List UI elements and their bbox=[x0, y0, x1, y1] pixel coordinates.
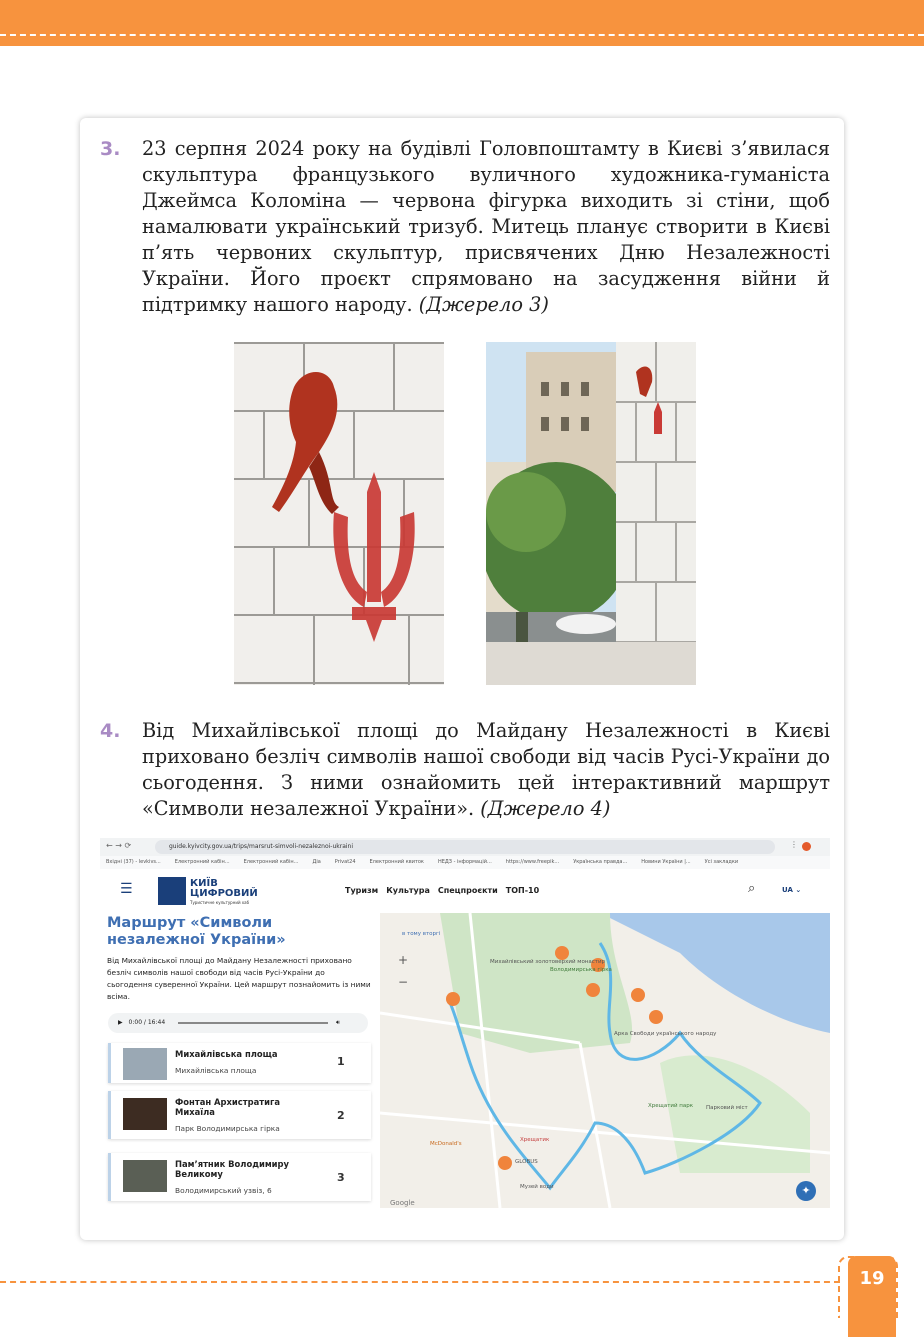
logo-subtitle: Туристичне культурний хаб bbox=[190, 900, 250, 905]
language-selector[interactable]: UA ⌄ bbox=[782, 886, 802, 894]
item-paragraph bbox=[142, 136, 830, 318]
browser-address-bar bbox=[100, 838, 830, 856]
logo-line: КИЇВ bbox=[190, 878, 218, 889]
stop-name: Фонтан Архистратига Михаїла bbox=[175, 1097, 281, 1117]
stop-thumbnail bbox=[123, 1098, 167, 1130]
google-logo: Google bbox=[390, 1199, 415, 1207]
site-menu bbox=[345, 886, 547, 895]
audio-time: 0:00 / 16:44 bbox=[128, 1019, 166, 1026]
stop-name: Пам’ятник Володимиру Великому bbox=[175, 1159, 289, 1179]
stop-name: Михайлівська площа bbox=[175, 1049, 278, 1059]
item-paragraph bbox=[142, 718, 830, 822]
bookmark[interactable]: Українська правда... bbox=[573, 859, 628, 865]
bookmark[interactable]: Privat24 bbox=[334, 859, 356, 865]
map-label: GLOBUS bbox=[515, 1159, 538, 1165]
hamburger-menu-icon[interactable]: ☰ bbox=[120, 881, 133, 897]
logo-line: ЦИФРОВИЙ bbox=[190, 888, 258, 899]
route-stop[interactable] bbox=[108, 1043, 371, 1083]
bookmark[interactable]: НЕДЗ - інформацій... bbox=[437, 859, 492, 865]
stop-address: Володимирський узвіз, 6 bbox=[175, 1186, 272, 1195]
nav-arrows-icon[interactable]: ← → ⟳ bbox=[106, 841, 132, 850]
map-label: Музей води bbox=[520, 1184, 554, 1190]
menu-item[interactable]: Туризм bbox=[345, 886, 379, 895]
zoom-in-icon[interactable]: + bbox=[398, 953, 409, 967]
stop-number: 2 bbox=[337, 1109, 345, 1122]
route-description: Від Михайлівської площі до Майдану Незалежності приховано безліч символів нашої свободи від часів Русі-України до сьогодення суверенної України. Цей маршрут познайомить із ними всіма. bbox=[107, 956, 371, 1001]
map-label: Парковий міст bbox=[706, 1105, 748, 1111]
page-number: 19 bbox=[859, 1268, 885, 1289]
map-label: Михайлівський золотоверхий монастир bbox=[490, 959, 606, 965]
street-photo bbox=[486, 342, 696, 685]
map-label: Хрещатий парк bbox=[648, 1103, 694, 1109]
stop-number: 3 bbox=[337, 1171, 345, 1184]
menu-item[interactable]: Культура bbox=[386, 886, 430, 895]
stop-thumbnail bbox=[123, 1160, 167, 1192]
stop-address: Михайлівська площа bbox=[175, 1066, 257, 1075]
route-title: Маршрут «Символи незалежної України» bbox=[107, 915, 286, 948]
url-field[interactable]: guide.kyivcity.gov.ua/trips/marsrut-simvoli-nezaleznoi-ukraini bbox=[155, 840, 775, 854]
street-illustration bbox=[486, 342, 696, 685]
profile-avatar[interactable] bbox=[802, 842, 811, 851]
bookmark[interactable]: Вхідні (37) - levkivs... bbox=[106, 859, 161, 865]
accessibility-icon[interactable]: ✦ bbox=[796, 1181, 816, 1201]
bookmarks-bar bbox=[100, 856, 830, 869]
header-bar bbox=[0, 0, 924, 46]
map-label: Арка Свободи українського народу bbox=[614, 1031, 717, 1037]
stop-number: 1 bbox=[337, 1055, 345, 1068]
bookmark[interactable]: https://www.freepik... bbox=[505, 859, 560, 865]
bookmark[interactable]: Електронний кабін... bbox=[174, 859, 230, 865]
route-map[interactable] bbox=[380, 913, 830, 1208]
map-label: McDonald's bbox=[430, 1141, 462, 1147]
item-text: 23 серпня 2024 року на будівлі Головпоштамту в Києві з’явилася скульптура французького вуличного художника-гуманіста Джеймса Коломіна — червона фігурка виходить зі стіни, щоб намалювати український тризуб. Митець планує створити в Києві п’ять червоних скульптур, присвячених Дню Незалежності України. Його проєкт спрямовано на засудження війни й підтримку нашого народу. bbox=[142, 137, 830, 316]
item-number: 3. bbox=[100, 138, 121, 160]
bookmark[interactable]: Усі закладки bbox=[704, 859, 739, 865]
menu-item[interactable]: ТОП-10 bbox=[505, 886, 540, 895]
play-icon[interactable]: ▶ bbox=[118, 1019, 123, 1026]
item-number: 4. bbox=[100, 720, 121, 742]
sculpture-photo bbox=[234, 342, 444, 685]
bookmark[interactable]: Новини України |... bbox=[641, 859, 691, 865]
map-canvas bbox=[380, 913, 830, 1208]
stop-address: Парк Володимирська гірка bbox=[175, 1124, 280, 1133]
audio-player[interactable] bbox=[108, 1013, 368, 1033]
footer-dash-line bbox=[0, 1281, 840, 1283]
sculpture-illustration bbox=[234, 342, 444, 685]
site-header bbox=[100, 869, 830, 913]
site-logo-text[interactable] bbox=[190, 879, 258, 899]
menu-item[interactable]: Спецпроєкти bbox=[437, 886, 498, 895]
source-reference: (Джерело 4) bbox=[480, 797, 611, 820]
browser-menu-icon[interactable]: ⋮ bbox=[790, 840, 798, 849]
route-panel bbox=[100, 913, 380, 1208]
website-screenshot bbox=[100, 838, 830, 1208]
route-stop[interactable] bbox=[108, 1153, 371, 1201]
audio-progress[interactable] bbox=[178, 1022, 328, 1024]
bookmark[interactable]: Електронний кабін... bbox=[243, 859, 299, 865]
map-label: в тому вторгі bbox=[402, 931, 441, 937]
zoom-out-icon[interactable]: − bbox=[398, 975, 409, 989]
item-text: Від Михайлівської площі до Майдану Незалежності в Києві приховано безліч символів нашої свободи від часів Русі-України до сьогодення. З ними ознайомить цей інтерактивний маршрут «Символи незалежної України». bbox=[142, 719, 830, 820]
search-icon[interactable]: ⌕ bbox=[748, 881, 756, 896]
source-reference: (Джерело 3) bbox=[418, 293, 549, 316]
volume-icon[interactable]: 🔊︎ bbox=[336, 1019, 340, 1026]
bookmark[interactable]: Електронний квиток bbox=[369, 859, 424, 865]
stop-thumbnail bbox=[123, 1048, 167, 1080]
route-stop[interactable] bbox=[108, 1091, 371, 1139]
bookmark[interactable]: Діа bbox=[312, 859, 321, 865]
map-label: Володимирська гірка bbox=[550, 967, 612, 973]
kyiv-logo-icon[interactable] bbox=[158, 877, 186, 905]
map-label: Хрещатик bbox=[520, 1137, 550, 1143]
